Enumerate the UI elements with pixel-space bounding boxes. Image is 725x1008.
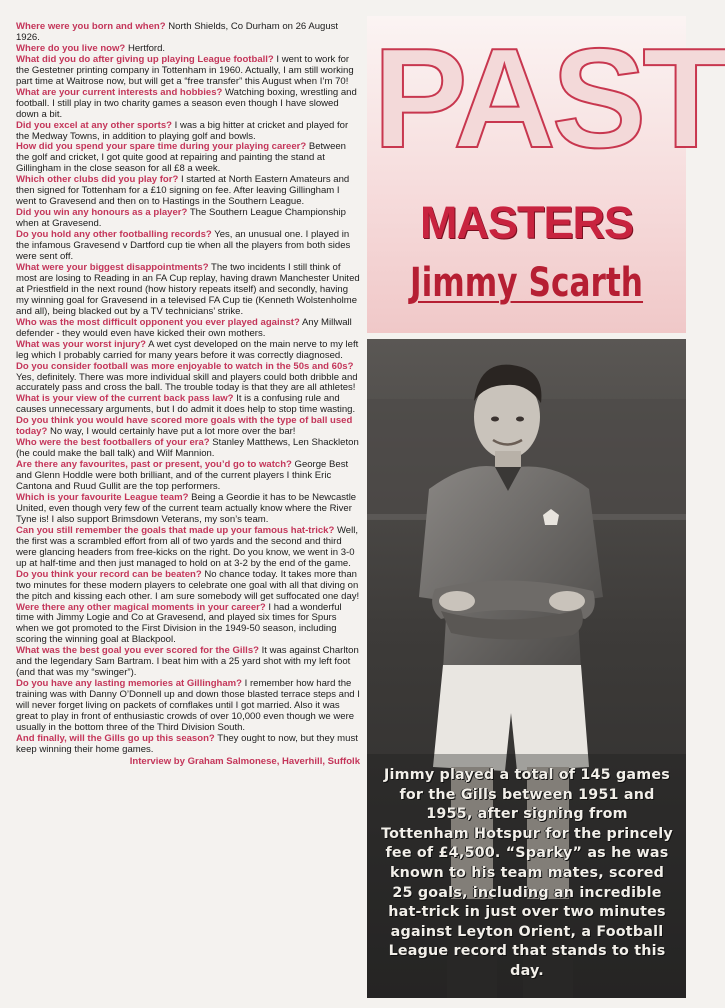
- answer: North Shields, Co Durham on 26 August 1926.: [16, 21, 339, 43]
- question: Where were you born and when?: [16, 21, 166, 32]
- qa-item: [16, 734, 360, 756]
- qa-item: [16, 121, 360, 143]
- title-banner: [367, 16, 725, 333]
- title-past: PAST: [373, 19, 725, 178]
- answer: No chance today. It takes more than two minutes for these modern players to celebrate one goal with all that diving on the pitch and kissing each other. I am sure somebody will get suffocated one day!: [16, 568, 360, 602]
- answer: No way, I would certainly have put a lot more over the bar!: [49, 426, 296, 438]
- answer: The two incidents I still think of most are losing to Reading in an FA Cup replay, having drawn Manchester United at Priestfield in the next round (how history repeats itself) and secondly, having my winning goal for Gravesend in a televised FA Cup tie (Kenneth Wolstenholme and all), being blacked out by a TV technicians’ strike.: [16, 261, 360, 317]
- question: What was your worst injury?: [16, 338, 146, 350]
- answer: George Best and Glenn Hoddle were both brilliant, and of the current players I think Eric Cantona and Ruud Gullit are the top performers.: [16, 459, 349, 493]
- question: What is your view of the current back pass law?: [16, 393, 234, 405]
- answer: Hertford.: [127, 42, 166, 54]
- qa-item: [16, 438, 360, 460]
- qa-item: [16, 679, 360, 734]
- question: Do you have any lasting memories at Gillingham?: [16, 678, 242, 690]
- qa-item: [16, 362, 360, 395]
- qa-item: [16, 603, 360, 647]
- answer: Being a Geordie it has to be Newcastle United, even though very few of the current team actually know where the River Tyne is! I also support Brimsdown Veterans, my son’s team.: [16, 491, 357, 525]
- answer: Stanley Matthews, Len Shackleton (he could make the ball talk) and Wilf Mannion.: [16, 437, 359, 460]
- qa-item: [16, 175, 360, 208]
- feature-column: [367, 16, 725, 998]
- answer: A wet cyst developed on the main nerve to my left leg which I probably carried for many years before it was correctly diagnosed.: [16, 338, 359, 361]
- player-name: Jimmy Scarth: [409, 260, 644, 306]
- answer: Between the golf and cricket, I got quite good at repairing and painting the stand at Gillingham in the close season for all £8 a week.: [16, 141, 346, 175]
- question: Do you consider football was more enjoyable to watch in the 50s and 60s?: [16, 360, 354, 372]
- qa-item: [16, 340, 360, 362]
- answer: Yes, definitely. There was more individual skill and players could both dribble and accurately pass and cross the ball. The trouble today is that they are all athletes!: [16, 371, 358, 394]
- answer: I remember how hard the training was with Danny O’Donnell up and down those blasted terrace steps and I will never forget living on packets of cornflakes until I got married. Also it was great to play in front of enthusiastic crowds of over 10,000 even though we were usually in the bottom three of the Third Division South.: [16, 678, 360, 733]
- question: Which other clubs did you play for?: [16, 174, 179, 186]
- question: What are your current interests and hobbies?: [16, 86, 223, 98]
- qa-item: [16, 230, 360, 263]
- interview-column: [16, 22, 360, 768]
- answer: I started at North Eastern Amateurs and then signed for Tottenham for a £10 signing on fee. After leaving Gillingham I went to Gravesend and then on to Hastings in the Southern League.: [16, 174, 350, 208]
- question: What did you do after giving up playing League football?: [16, 53, 274, 65]
- qa-item: [16, 646, 360, 679]
- interview-credit: Interview by Graham Salmonese, Haverhill, Suffolk: [129, 755, 360, 767]
- answer: They ought to now, but they must keep winning their home games.: [16, 732, 358, 755]
- qa-item: [16, 526, 360, 570]
- answer: It was against Charlton and the legendary Sam Bartram. I beat him with a 25 yard shot with my left foot (and that was my “swinger”).: [16, 645, 359, 679]
- question: What were your biggest disappointments?: [16, 261, 209, 273]
- question: Were there any other magical moments in your career?: [16, 601, 266, 613]
- player-photo: [367, 339, 686, 998]
- qa-item: [16, 263, 360, 318]
- qa-item: [16, 55, 360, 88]
- qa-list: [16, 22, 360, 756]
- answer: Yes, an unusual one. I played in the infamous Gravesend v Dartford cup tie when all the players from both sides were sent off.: [16, 229, 351, 263]
- title-masters: MASTERS: [419, 197, 633, 248]
- qa-item: [16, 208, 360, 230]
- answer: Any Millwall defender - they would even have kicked their own mothers.: [16, 316, 352, 339]
- question: Can you still remember the goals that made up your famous hat-trick?: [16, 524, 335, 536]
- answer: I went to work for the Gestetner printing company in Tottenham in 1960. Actually, I am still working part time at Waitrose now, but will get a “free transfer” this August when I’m 70!: [16, 53, 354, 87]
- qa-item: [16, 570, 360, 603]
- question: Where do you live now?: [16, 42, 126, 54]
- answer: Watching boxing, wrestling and football. I still play in two charity games a season even though I have slowed down a bit.: [16, 86, 357, 120]
- qa-item: [16, 318, 360, 340]
- qa-item: [16, 22, 360, 44]
- answer: It is a confusing rule and causes unnecessary arguments, but I do admit it does help to stop time wasting.: [16, 393, 356, 416]
- question: How did you spend your spare time during your playing career?: [16, 141, 307, 153]
- question: Do you hold any other footballing records?: [16, 229, 212, 241]
- answer: The Southern League Championship when at Gravesend.: [16, 207, 346, 230]
- question: Do you think you would have scored more goals with the type of ball used today?: [16, 415, 353, 438]
- question: Are there any favourites, past or present, you’d go to watch?: [16, 459, 292, 471]
- question: Who was the most difficult opponent you ever played against?: [16, 316, 300, 328]
- question: And finally, will the Gills go up this season?: [16, 732, 215, 744]
- photo-caption: Jimmy played a total of 145 games for the Gills between 1951 and 1955, after signing from Tottenham Hotspur for the princely fee of £4,500. “Sparky” as he was known to his team mates, scored 25 goals, including an incredible hat-trick in just over two minutes against Leyton Orient, a Football League record that stands to this day.: [381, 767, 673, 979]
- question: Which is your favourite League team?: [16, 491, 189, 503]
- qa-item: [16, 142, 360, 175]
- answer: I had a wonderful time with Jimmy Logie and Co at Gravesend, and played six times for Spurs when we got promoted to the First Division in the 1949-50 season, including scoring the winning goal at Blackpool.: [16, 601, 342, 646]
- qa-item: [16, 460, 360, 493]
- qa-item: [16, 394, 360, 416]
- question: Do you think your record can be beaten?: [16, 568, 202, 580]
- answer: I was a big hitter at cricket and played for the Medway Towns, in addition to playing golf and bowls.: [16, 119, 349, 142]
- answer: Well, the first was a scrambled effort from all of two yards and the second and third were glancing headers from free-kicks on the right. Do you know, we went in 3-0 up at half-time and then just managed to hold on at 3-2 by the end of the game.: [16, 524, 358, 569]
- question: Did you excel at any other sports?: [16, 119, 172, 131]
- question: Who were the best footballers of your era?: [16, 437, 210, 449]
- qa-item: [16, 416, 360, 438]
- question: Did you win any honours as a player?: [16, 207, 188, 219]
- question: What was the best goal you ever scored for the Gills?: [16, 645, 259, 657]
- qa-item: [16, 88, 360, 121]
- qa-item: [16, 493, 360, 526]
